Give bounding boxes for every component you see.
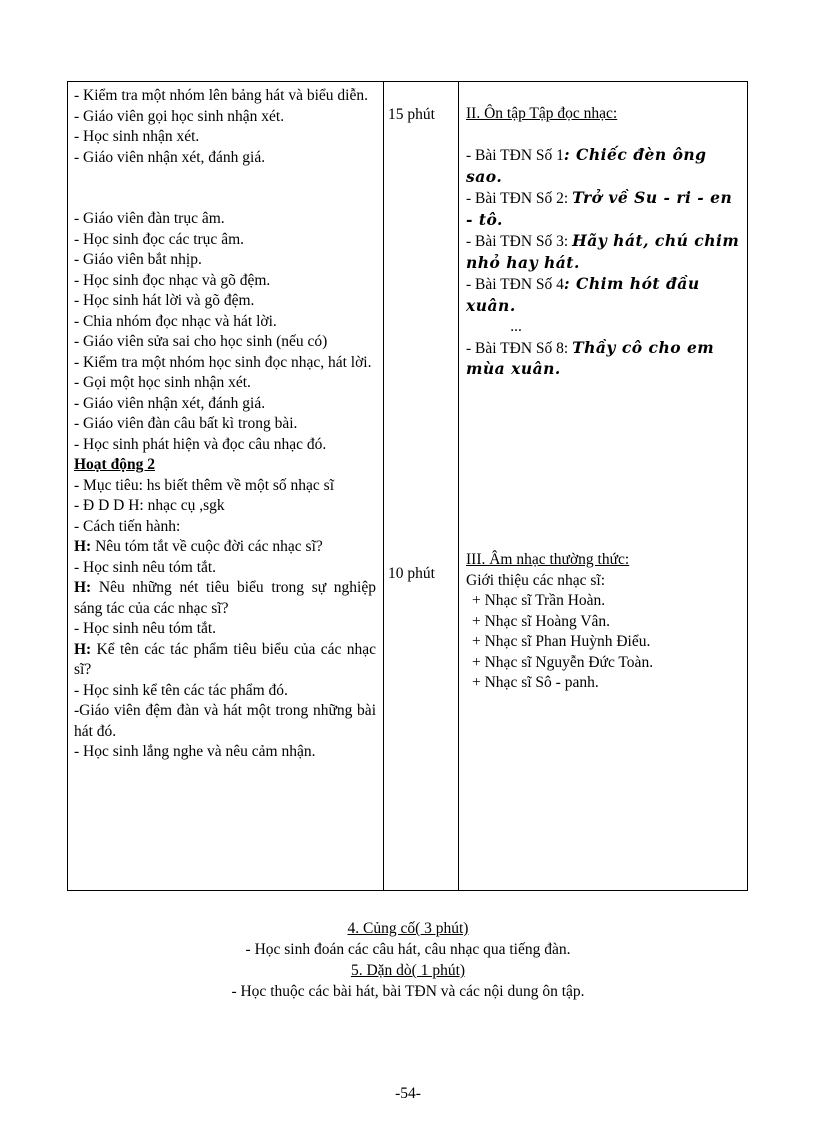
activity-line: - Giáo viên đàn trục âm. (74, 210, 225, 227)
activity-line: - Kiểm tra một nhóm học sinh đọc nhạc, hát lời. (74, 353, 372, 371)
answer-line: - Học sinh nêu tóm tắt. (74, 620, 217, 637)
activity-line: - Học sinh hát lời và gõ đệm. (74, 292, 255, 309)
activity-line: - Giáo viên sửa sai cho học sinh (nếu có) (74, 333, 328, 350)
question-line: H: Nêu tóm tắt về cuộc đời các nhạc sĩ? (74, 538, 323, 555)
ellipsis: ... (510, 318, 522, 335)
activity2-title: Hoạt động 2 (74, 456, 155, 473)
activity-line: - Đ D D H: nhạc cụ ,sgk (74, 497, 225, 514)
musician-item: + Nhạc sĩ Trần Hoàn. (472, 592, 606, 609)
activity-line: - Học sinh phát hiện và đọc câu nhạc đó. (74, 435, 327, 453)
song-item: - Bài TĐN Số 1: Chiếc đèn ông sao. (466, 145, 707, 186)
musician-item: + Nhạc sĩ Phan Huỳnh Điểu. (472, 633, 651, 650)
page-number: -54- (395, 1085, 421, 1102)
content-column (466, 104, 741, 381)
activity-line: - Học sinh đọc các trục âm. (74, 230, 245, 248)
section2-title: II. Ôn tập Tập đọc nhạc: (466, 105, 618, 122)
musician-item: + Nhạc sĩ Nguyễn Đức Toàn. (472, 653, 654, 671)
homework-text: - Học thuộc các bài hát, bài TĐN và các nội dung ôn tập. (231, 983, 585, 1000)
activity-line: - Giáo viên gọi học sinh nhận xét. (74, 107, 285, 125)
activity-line: - Kiểm tra một nhóm lên bảng hát và biểu diễn. (74, 87, 368, 104)
activity-line: - Mục tiêu: hs biết thêm về một số nhạc sĩ (74, 476, 335, 494)
activity-line: - Chia nhóm đọc nhạc và hát lời. (74, 312, 277, 330)
musician-item: + Nhạc sĩ Hoàng Vân. (472, 612, 611, 630)
lesson-table (67, 81, 748, 891)
activity-line: - Gọi một học sinh nhận xét. (74, 374, 251, 391)
column-divider (383, 82, 384, 890)
activity-line: - Giáo viên nhận xét, đánh giá. (74, 148, 266, 166)
column-divider (458, 82, 459, 890)
activities-column (74, 86, 376, 763)
question-label: H: (74, 579, 92, 596)
song-item: - Bài TĐN Số 3: Hãy hát, chú chim nhỏ hay hát. (466, 231, 740, 272)
song-item: - Bài TĐN Số 4: Chim hót đầu xuân. (466, 274, 700, 315)
activity-line: - Giáo viên bắt nhịp. (74, 251, 202, 268)
intro-line: Giới thiệu các nhạc sĩ: (466, 571, 606, 589)
music-appreciation-section (466, 550, 741, 694)
question-label: H: (74, 538, 92, 555)
activity-line: - Giáo viên đàn câu bất kì trong bài. (74, 415, 298, 432)
homework-title: 5. Dặn dò( 1 phút) (350, 962, 466, 979)
consolidate-text: - Học sinh đoán các câu hát, câu nhạc qua tiếng đàn. (245, 941, 571, 958)
answer-line: - Học sinh nêu tóm tắt. (74, 558, 217, 576)
activity-line: - Học sinh đọc nhạc và gõ đệm. (74, 271, 271, 289)
activity-line: - Giáo viên nhận xét, đánh giá. (74, 394, 266, 412)
activity-line: - Học sinh nhận xét. (74, 128, 200, 145)
question-line: H: Kể tên các tác phẩm tiêu biểu của các nhạc sĩ? (74, 640, 376, 678)
song-item: - Bài TĐN Số 2: Trở về Su - ri - en - tô. (466, 188, 733, 229)
activity-line: - Học sinh kể tên các tác phẩm đó. (74, 681, 288, 699)
time-cell-2: 10 phút (388, 565, 435, 582)
musician-item: + Nhạc sĩ Sô - panh. (472, 674, 599, 691)
section3-title: III. Âm nhạc thường thức: (466, 551, 630, 568)
question-line: H: Nêu những nét tiêu biểu trong sự nghiệp sáng tác của các nhạc sĩ? (74, 579, 376, 617)
time-cell-1: 15 phút (388, 106, 435, 123)
activity-line: -Giáo viên đệm đàn và hát một trong những bài hát đó. (74, 702, 376, 740)
activity-line: - Học sinh lắng nghe và nêu cảm nhận. (74, 743, 316, 760)
question-label: H: (74, 640, 92, 658)
activity-line: - Cách tiến hành: (74, 517, 181, 535)
consolidate-title: 4. Củng cố( 3 phút) (347, 920, 469, 937)
song-item: - Bài TĐN Số 8: Thầy cô cho em mùa xuân. (466, 337, 715, 378)
